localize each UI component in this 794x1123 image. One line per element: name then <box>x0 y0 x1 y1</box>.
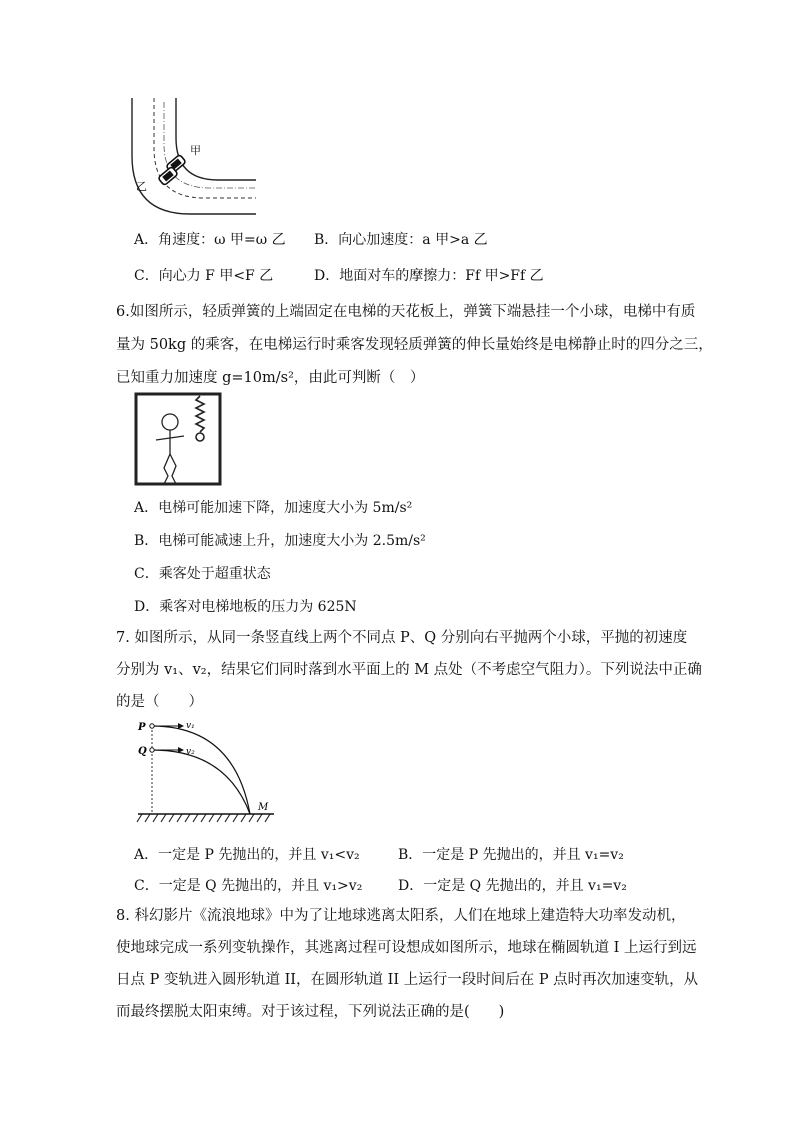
label-v2: v₂ <box>186 747 195 757</box>
q8-stem-line-4: 而最终摆脱太阳束缚。对于该过程，下列说法正确的是( ) <box>116 1004 505 1020</box>
road-curve-figure <box>126 98 266 220</box>
q5-option-b[interactable]: B．向心加速度：a 甲>a 乙 <box>314 232 488 248</box>
q7-option-b[interactable]: B．一定是 P 先抛出的，并且 v₁=v₂ <box>398 847 624 863</box>
label-p: P <box>138 722 146 733</box>
label-jia: 甲 <box>190 144 201 157</box>
q7-option-c[interactable]: C．一定是 Q 先抛出的，并且 v₁>v₂ <box>134 878 363 894</box>
q7-option-a[interactable]: A．一定是 P 先抛出的，并且 v₁<v₂ <box>134 847 360 863</box>
car-yi <box>158 166 178 185</box>
q7-stem-line-1: 7. 如图所示，从同一条竖直线上两个不同点 P、Q 分别向右平抛两个小球，平抛的初速度 <box>116 630 688 646</box>
q6-option-a[interactable]: A．电梯可能加速下降，加速度大小为 5m/s² <box>134 500 413 516</box>
q5-option-c[interactable]: C．向心力 F 甲<F 乙 <box>134 268 274 284</box>
q6-option-d[interactable]: D．乘客对电梯地板的压力为 625N <box>134 599 357 615</box>
q8-stem-line-2: 使地球完成一系列变轨操作，其逃离过程可设想成如图所示，地球在椭圆轨道 I 上运行到远 <box>116 940 697 956</box>
q7-option-d[interactable]: D．一定是 Q 先抛出的，并且 v₁=v₂ <box>398 878 627 894</box>
q6-option-b[interactable]: B．电梯可能减速上升，加速度大小为 2.5m/s² <box>134 533 426 549</box>
projectile-figure <box>134 714 284 830</box>
q7-stem-line-2: 分别为 v₁、v₂，结果它们同时落到水平面上的 M 点处（不考虑空气阻力）。下列说法中正确 <box>116 662 702 678</box>
q8-stem-line-3: 日点 P 变轨进入圆形轨道 II，在圆形轨道 II 上运行一段时间后在 P 点时再次加速变轨，从 <box>116 972 699 988</box>
q6-stem-line-1: 6.如图所示，轻质弹簧的上端固定在电梯的天花板上，弹簧下端悬挂一个小球，电梯中有质 <box>116 304 696 320</box>
q5-option-a[interactable]: A．角速度：ω 甲=ω 乙 <box>134 232 286 248</box>
q7-stem-line-3: 的是（ ） <box>116 694 203 710</box>
q6-stem-line-3: 已知重力加速度 g=10m/s²，由此可判断（ ） <box>116 370 425 386</box>
elevator-figure <box>134 392 224 488</box>
q6-option-c[interactable]: C．乘客处于超重状态 <box>134 566 271 582</box>
label-yi: 乙 <box>136 180 147 193</box>
label-v1: v₁ <box>186 721 195 731</box>
label-q: Q <box>138 746 147 757</box>
q8-stem-line-1: 8. 科幻影片《流浪地球》中为了让地球逃离太阳系，人们在地球上建造特大功率发动机， <box>116 908 686 924</box>
label-m: M <box>258 802 269 813</box>
q6-stem-line-2: 量为 50kg 的乘客，在电梯运行时乘客发现轻质弹簧的伸长量始终是电梯静止时的四分之三， <box>116 337 713 353</box>
q5-option-d[interactable]: D．地面对车的摩擦力：Ff 甲>Ff 乙 <box>314 268 544 284</box>
